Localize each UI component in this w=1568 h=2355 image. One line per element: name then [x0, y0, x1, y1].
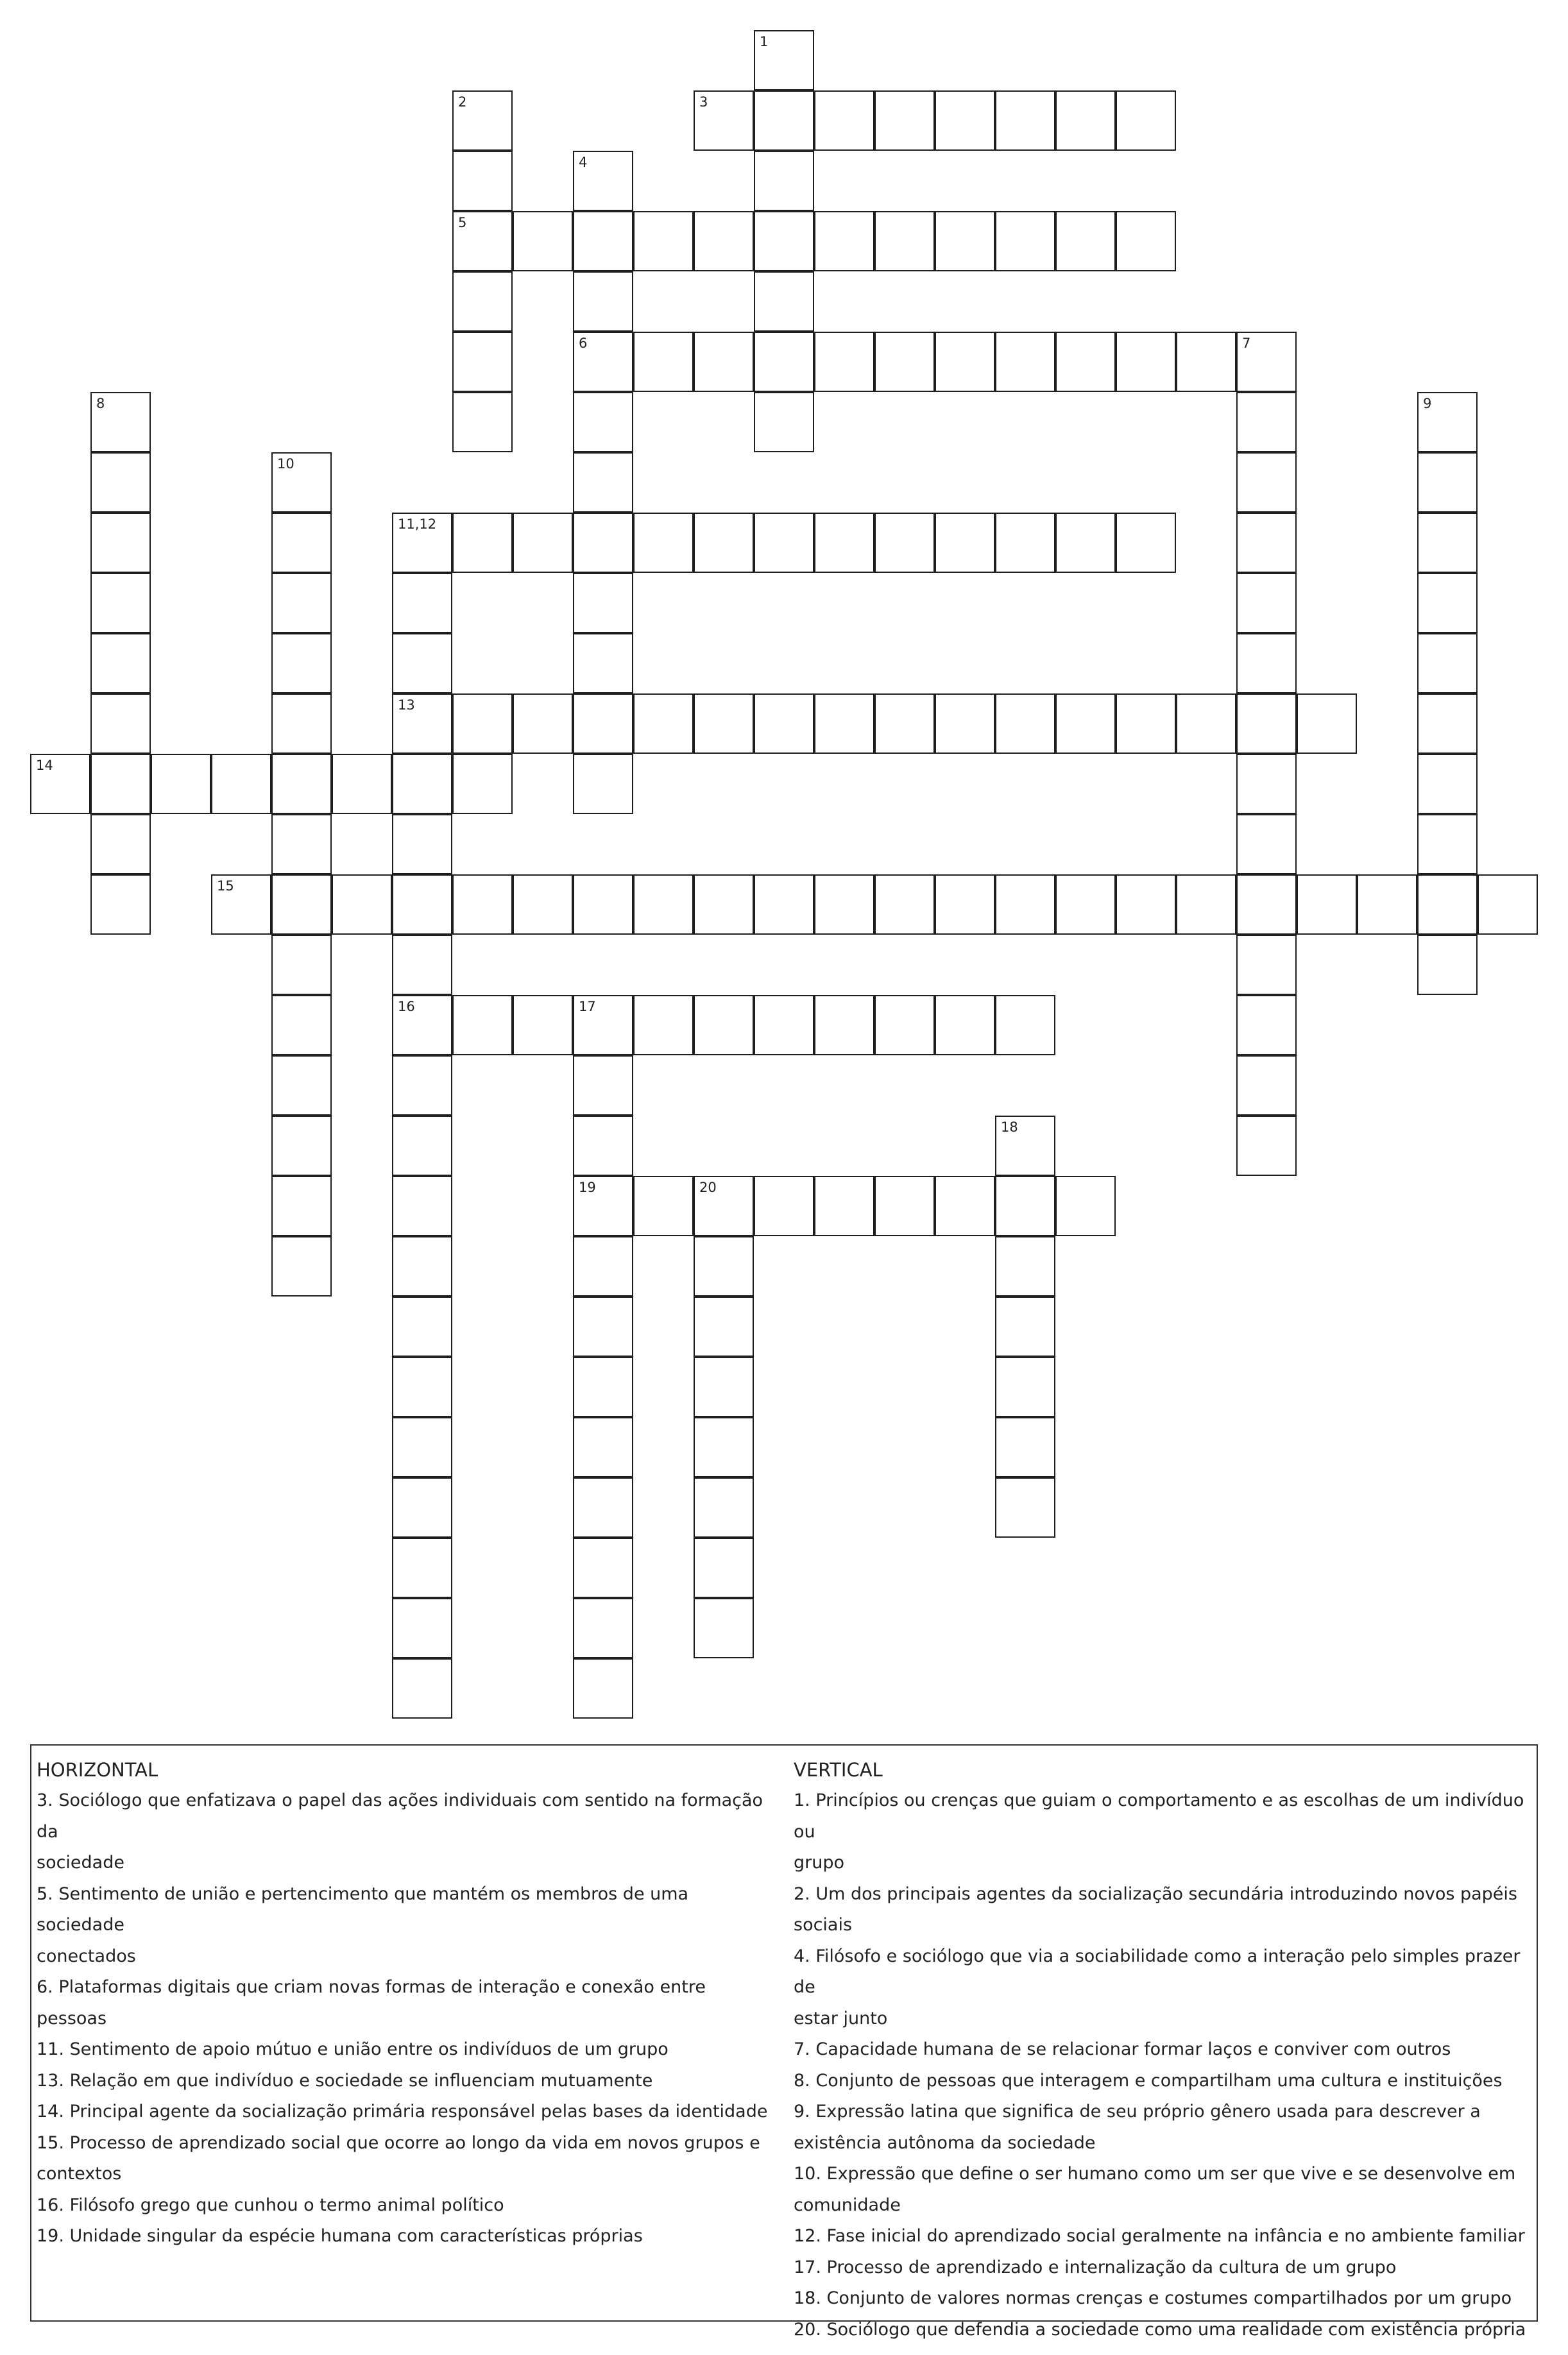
grid-cell[interactable] — [90, 633, 151, 693]
grid-cell[interactable] — [1417, 754, 1478, 814]
grid-cell[interactable] — [1417, 814, 1478, 874]
grid-cell[interactable] — [271, 573, 332, 633]
clue-number: 9 — [1423, 396, 1432, 411]
grid-cell[interactable] — [392, 1055, 452, 1116]
grid-cell[interactable] — [392, 573, 452, 633]
grid-cell[interactable] — [694, 211, 754, 271]
clue-line: 19. Unidade singular da espécie humana com características próprias — [37, 2226, 643, 2246]
grid-cell[interactable] — [995, 1297, 1055, 1357]
grid-cell[interactable] — [995, 332, 1055, 392]
clues-box — [30, 1744, 1538, 2340]
grid-cell[interactable] — [814, 90, 874, 151]
grid-cell[interactable] — [452, 513, 513, 573]
grid-cell[interactable] — [1055, 513, 1116, 573]
clue-line: sociais — [794, 1915, 853, 1935]
grid-cell[interactable] — [814, 211, 874, 271]
grid-cell[interactable] — [452, 332, 513, 392]
grid-cell[interactable] — [1417, 513, 1478, 573]
grid-cell[interactable] — [694, 1236, 754, 1297]
grid-cell[interactable] — [1417, 935, 1478, 995]
grid-cell[interactable] — [271, 452, 332, 513]
clue-line: 20. Sociólogo que defendia a sociedade como uma realidade com existência própria — [794, 2319, 1526, 2340]
grid-cell[interactable] — [995, 1357, 1055, 1417]
grid-cell[interactable] — [1116, 693, 1176, 754]
grid-cell[interactable] — [1176, 693, 1236, 754]
grid-cell[interactable] — [1116, 90, 1176, 151]
grid-cell[interactable] — [513, 693, 573, 754]
grid-cell[interactable] — [392, 935, 452, 995]
clue-line: 8. Conjunto de pessoas que interagem e compartilham uma cultura e instituições — [794, 2070, 1503, 2091]
grid-cell[interactable] — [392, 1176, 452, 1236]
clue-line: conectados — [37, 1946, 136, 1966]
clue-line: existência autônoma da sociedade — [794, 2132, 1096, 2153]
grid-cell[interactable] — [874, 874, 935, 935]
grid-cell[interactable] — [935, 513, 995, 573]
grid-cell[interactable] — [694, 995, 754, 1055]
grid-cell[interactable] — [573, 151, 633, 211]
grid-cell[interactable] — [995, 1477, 1055, 1538]
clue-line: 16. Filósofo grego que cunhou o termo animal político — [37, 2195, 504, 2215]
grid-cell[interactable] — [271, 693, 332, 754]
grid-cell[interactable] — [995, 513, 1055, 573]
clue-line: 6. Plataformas digitais que criam novas formas de interação e conexão entre pessoas — [37, 1977, 706, 2028]
grid-cell[interactable] — [392, 1297, 452, 1357]
grid-cell[interactable] — [452, 211, 513, 271]
grid-cell[interactable] — [271, 754, 332, 814]
grid-cell[interactable] — [754, 392, 814, 452]
grid-cell[interactable] — [151, 754, 211, 814]
grid-cell[interactable] — [1417, 392, 1478, 452]
grid-cell[interactable] — [1055, 211, 1116, 271]
grid-cell[interactable] — [874, 90, 935, 151]
grid-cell[interactable] — [271, 995, 332, 1055]
grid-cell[interactable] — [573, 271, 633, 332]
grid-cell[interactable] — [392, 513, 452, 573]
clue-line: 15. Processo de aprendizado social que ocorre ao longo da vida em novos grupos e — [37, 2132, 760, 2153]
grid-cell[interactable] — [392, 1116, 452, 1176]
grid-cell[interactable] — [1417, 874, 1478, 935]
grid-cell[interactable] — [754, 874, 814, 935]
grid-cell[interactable] — [513, 995, 573, 1055]
grid-cell[interactable] — [271, 633, 332, 693]
grid-cell[interactable] — [874, 995, 935, 1055]
grid-cell[interactable] — [935, 995, 995, 1055]
grid-cell[interactable] — [1236, 693, 1297, 754]
grid-cell[interactable] — [1236, 995, 1297, 1055]
grid-cell[interactable] — [995, 90, 1055, 151]
grid-cell[interactable] — [1236, 332, 1297, 392]
clue-line: 11. Sentimento de apoio mútuo e união entre os indivíduos de um grupo — [37, 2039, 669, 2059]
horizontal-clues — [37, 1755, 781, 2252]
grid-cell[interactable] — [271, 935, 332, 995]
clue-line: 17. Processo de aprendizado e internalização da cultura de um grupo — [794, 2257, 1397, 2277]
grid-cell[interactable] — [573, 452, 633, 513]
clue-line: 12. Fase inicial do aprendizado social geralmente na infância e no ambiente familiar — [794, 2226, 1525, 2246]
grid-cell[interactable] — [874, 211, 935, 271]
grid-cell[interactable] — [1236, 1055, 1297, 1116]
grid-cell[interactable] — [754, 332, 814, 392]
grid-cell[interactable] — [573, 1357, 633, 1417]
clue-line: contextos — [37, 2164, 122, 2184]
grid-cell[interactable] — [392, 1598, 452, 1658]
grid-cell[interactable] — [573, 1477, 633, 1538]
grid-cell[interactable] — [513, 513, 573, 573]
grid-cell[interactable] — [1417, 452, 1478, 513]
clue-line: 10. Expressão que define o ser humano como um ser que vive e se desenvolve em — [794, 2164, 1516, 2184]
grid-cell[interactable] — [30, 754, 90, 814]
grid-cell[interactable] — [633, 211, 694, 271]
grid-cell[interactable] — [1236, 814, 1297, 874]
clue-number: 18 — [1001, 1119, 1018, 1135]
grid-cell[interactable] — [754, 271, 814, 332]
clue-number: 14 — [36, 758, 53, 773]
grid-cell[interactable] — [90, 573, 151, 633]
grid-cell[interactable] — [935, 211, 995, 271]
clue-line: estar junto — [794, 2008, 888, 2028]
grid-cell[interactable] — [995, 995, 1055, 1055]
grid-cell[interactable] — [90, 392, 151, 452]
grid-cell[interactable] — [573, 332, 633, 392]
grid-cell[interactable] — [754, 30, 814, 90]
grid-cell[interactable] — [814, 693, 874, 754]
grid-cell[interactable] — [1116, 211, 1176, 271]
horizontal-title: HORIZONTAL — [37, 1759, 158, 1781]
clue-number: 13 — [398, 697, 415, 713]
grid-cell[interactable] — [392, 1236, 452, 1297]
grid-cell[interactable] — [271, 513, 332, 573]
clue-number: 6 — [579, 336, 588, 351]
clue-number: 17 — [579, 999, 596, 1014]
grid-cell[interactable] — [573, 1598, 633, 1658]
vertical-clues — [794, 1755, 1531, 2345]
grid-cell[interactable] — [754, 693, 814, 754]
grid-cell[interactable] — [935, 332, 995, 392]
grid-cell[interactable] — [513, 211, 573, 271]
grid-cell[interactable] — [573, 1297, 633, 1357]
grid-cell[interactable] — [90, 814, 151, 874]
grid-cell[interactable] — [392, 1357, 452, 1417]
clue-line: grupo — [794, 1853, 845, 1873]
grid-cell[interactable] — [633, 513, 694, 573]
grid-cell[interactable] — [633, 693, 694, 754]
grid-cell[interactable] — [694, 1357, 754, 1417]
grid-cell[interactable] — [452, 151, 513, 211]
grid-cell[interactable] — [814, 332, 874, 392]
grid-cell[interactable] — [814, 995, 874, 1055]
grid-cell[interactable] — [1417, 633, 1478, 693]
grid-cell[interactable] — [995, 1176, 1055, 1236]
grid-cell[interactable] — [573, 1176, 633, 1236]
grid-cell[interactable] — [1176, 874, 1236, 935]
clue-line: 3. Sociólogo que enfatizava o papel das ações individuais com sentido na formação da — [37, 1790, 763, 1842]
clue-number: 8 — [96, 396, 105, 411]
grid-cell[interactable] — [211, 874, 271, 935]
grid-cell[interactable] — [452, 392, 513, 452]
clue-number: 2 — [458, 94, 467, 110]
grid-cell[interactable] — [935, 693, 995, 754]
grid-cell[interactable] — [332, 874, 392, 935]
grid-cell[interactable] — [874, 693, 935, 754]
grid-cell[interactable] — [573, 1236, 633, 1297]
grid-cell[interactable] — [452, 874, 513, 935]
grid-cell[interactable] — [935, 874, 995, 935]
grid-cell[interactable] — [573, 754, 633, 814]
grid-cell[interactable] — [1297, 874, 1357, 935]
grid-cell[interactable] — [1116, 513, 1176, 573]
grid-cell[interactable] — [1236, 754, 1297, 814]
grid-cell[interactable] — [633, 332, 694, 392]
grid-cell[interactable] — [271, 874, 332, 935]
grid-cell[interactable] — [573, 995, 633, 1055]
grid-cell[interactable] — [1055, 1176, 1116, 1236]
clue-line: 14. Principal agente da socialização primária responsável pelas bases da identidade — [37, 2102, 768, 2121]
grid-cell[interactable] — [1236, 1116, 1297, 1176]
grid-cell[interactable] — [1236, 633, 1297, 693]
grid-cell[interactable] — [814, 513, 874, 573]
grid-cell[interactable] — [392, 1538, 452, 1598]
grid-cell[interactable] — [1055, 332, 1116, 392]
grid-cell[interactable] — [452, 995, 513, 1055]
clue-number: 20 — [699, 1180, 717, 1195]
grid-cell[interactable] — [573, 392, 633, 452]
grid-cell[interactable] — [754, 90, 814, 151]
grid-cell[interactable] — [1357, 874, 1417, 935]
grid-cell[interactable] — [1116, 332, 1176, 392]
grid-cell[interactable] — [995, 693, 1055, 754]
grid-cell[interactable] — [694, 1176, 754, 1236]
grid-cell[interactable] — [573, 874, 633, 935]
grid-cell[interactable] — [392, 995, 452, 1055]
grid-cell[interactable] — [271, 1176, 332, 1236]
grid-cell[interactable] — [874, 513, 935, 573]
grid-cell[interactable] — [1236, 452, 1297, 513]
grid-cell[interactable] — [573, 513, 633, 573]
grid-cell[interactable] — [995, 874, 1055, 935]
grid-cell[interactable] — [573, 1055, 633, 1116]
grid-cell[interactable] — [935, 1176, 995, 1236]
grid-cell[interactable] — [633, 1176, 694, 1236]
grid-cell[interactable] — [694, 1598, 754, 1658]
clue-number: 16 — [398, 999, 415, 1014]
grid-cell[interactable] — [90, 452, 151, 513]
grid-cell[interactable] — [633, 995, 694, 1055]
clue-line: 7. Capacidade humana de se relacionar formar laços e conviver com outros — [794, 2039, 1451, 2059]
grid-cell[interactable] — [694, 693, 754, 754]
clue-number: 7 — [1242, 336, 1251, 351]
grid-cell[interactable] — [573, 633, 633, 693]
grid-cell[interactable] — [935, 90, 995, 151]
grid-cell[interactable] — [1236, 874, 1297, 935]
grid-cell[interactable] — [995, 1417, 1055, 1477]
grid-cell[interactable] — [1055, 693, 1116, 754]
grid-cell[interactable] — [694, 1417, 754, 1477]
grid-cell[interactable] — [694, 1297, 754, 1357]
grid-cell[interactable] — [1055, 90, 1116, 151]
grid-cell[interactable] — [995, 1236, 1055, 1297]
clue-number: 3 — [699, 94, 708, 110]
grid-cell[interactable] — [271, 1236, 332, 1297]
grid-cell[interactable] — [814, 874, 874, 935]
clue-number: 5 — [458, 215, 467, 230]
grid-cell[interactable] — [754, 995, 814, 1055]
clue-number: 19 — [579, 1180, 596, 1195]
clue-line: 4. Filósofo e sociólogo que via a sociabilidade como a interação pelo simples prazer de — [794, 1946, 1521, 1997]
grid-cell[interactable] — [874, 1176, 935, 1236]
grid-cell[interactable] — [814, 1176, 874, 1236]
grid-cell[interactable] — [1236, 513, 1297, 573]
grid-cell[interactable] — [211, 754, 271, 814]
grid-cell[interactable] — [90, 513, 151, 573]
clue-line: 9. Expressão latina que significa de seu próprio gênero usada para descrever a — [794, 2102, 1481, 2121]
grid-cell[interactable] — [452, 90, 513, 151]
grid-cell[interactable] — [1297, 693, 1357, 754]
grid-cell[interactable] — [573, 211, 633, 271]
grid-cell[interactable] — [694, 513, 754, 573]
grid-cell[interactable] — [573, 1417, 633, 1477]
grid-cell[interactable] — [694, 874, 754, 935]
grid-cell[interactable] — [754, 1176, 814, 1236]
grid-cell[interactable] — [874, 332, 935, 392]
grid-cell[interactable] — [1236, 935, 1297, 995]
grid-cell[interactable] — [392, 1658, 452, 1719]
grid-cell[interactable] — [995, 1116, 1055, 1176]
grid-cell[interactable] — [392, 1477, 452, 1538]
grid-cell[interactable] — [754, 151, 814, 211]
clue-line: sociedade — [37, 1853, 124, 1873]
clue-line: 2. Um dos principais agentes da socialização secundária introduzindo novos papéis — [794, 1883, 1517, 1904]
grid-cell[interactable] — [90, 874, 151, 935]
clue-line: 5. Sentimento de união e pertencimento que mantém os membros de uma sociedade — [37, 1883, 689, 1935]
grid-cell[interactable] — [392, 874, 452, 935]
grid-cell[interactable] — [90, 754, 151, 814]
grid-cell[interactable] — [573, 1116, 633, 1176]
grid-cell[interactable] — [1055, 874, 1116, 935]
clue-number: 10 — [277, 456, 294, 472]
clue-line: 18. Conjunto de valores normas crenças e costumes compartilhados por um grupo — [794, 2288, 1512, 2308]
grid-cell[interactable] — [694, 90, 754, 151]
grid-cell[interactable] — [90, 693, 151, 754]
clue-number: 1 — [760, 34, 769, 49]
grid-cell[interactable] — [1236, 573, 1297, 633]
clue-line: 13. Relação em que indivíduo e sociedade se influenciam mutuamente — [37, 2070, 653, 2091]
grid-cell[interactable] — [995, 211, 1055, 271]
grid-cell[interactable] — [271, 1116, 332, 1176]
clue-number: 11,12 — [398, 516, 437, 532]
grid-cell[interactable] — [452, 754, 513, 814]
grid-cell[interactable] — [1417, 693, 1478, 754]
grid-cell[interactable] — [271, 814, 332, 874]
grid-cell[interactable] — [392, 814, 452, 874]
grid-cell[interactable] — [1236, 392, 1297, 452]
grid-cell[interactable] — [694, 1538, 754, 1598]
grid-cell[interactable] — [513, 874, 573, 935]
grid-cell[interactable] — [1116, 874, 1176, 935]
grid-cell[interactable] — [392, 693, 452, 754]
grid-cell[interactable] — [694, 332, 754, 392]
grid-cell[interactable] — [1417, 573, 1478, 633]
clue-line: comunidade — [794, 2195, 901, 2215]
clue-number: 15 — [217, 878, 234, 894]
grid-cell[interactable] — [754, 513, 814, 573]
grid-cell[interactable] — [1478, 874, 1538, 935]
grid-cell[interactable] — [271, 1055, 332, 1116]
grid-cell[interactable] — [573, 1538, 633, 1598]
grid-cell[interactable] — [573, 1658, 633, 1719]
vertical-title: VERTICAL — [794, 1759, 883, 1781]
grid-cell[interactable] — [392, 1417, 452, 1477]
grid-cell[interactable] — [573, 693, 633, 754]
grid-cell[interactable] — [452, 271, 513, 332]
clue-number: 4 — [579, 155, 588, 170]
grid-cell[interactable] — [694, 1477, 754, 1538]
grid-cell[interactable] — [332, 754, 392, 814]
grid-cell[interactable] — [452, 693, 513, 754]
clue-line: 1. Princípios ou crenças que guiam o comportamento e as escolhas de um indivíduo ou — [794, 1790, 1524, 1842]
grid-cell[interactable] — [392, 633, 452, 693]
grid-cell[interactable] — [633, 874, 694, 935]
grid-cell[interactable] — [754, 211, 814, 271]
grid-cell[interactable] — [392, 754, 452, 814]
grid-cell[interactable] — [573, 573, 633, 633]
grid-cell[interactable] — [1176, 332, 1236, 392]
